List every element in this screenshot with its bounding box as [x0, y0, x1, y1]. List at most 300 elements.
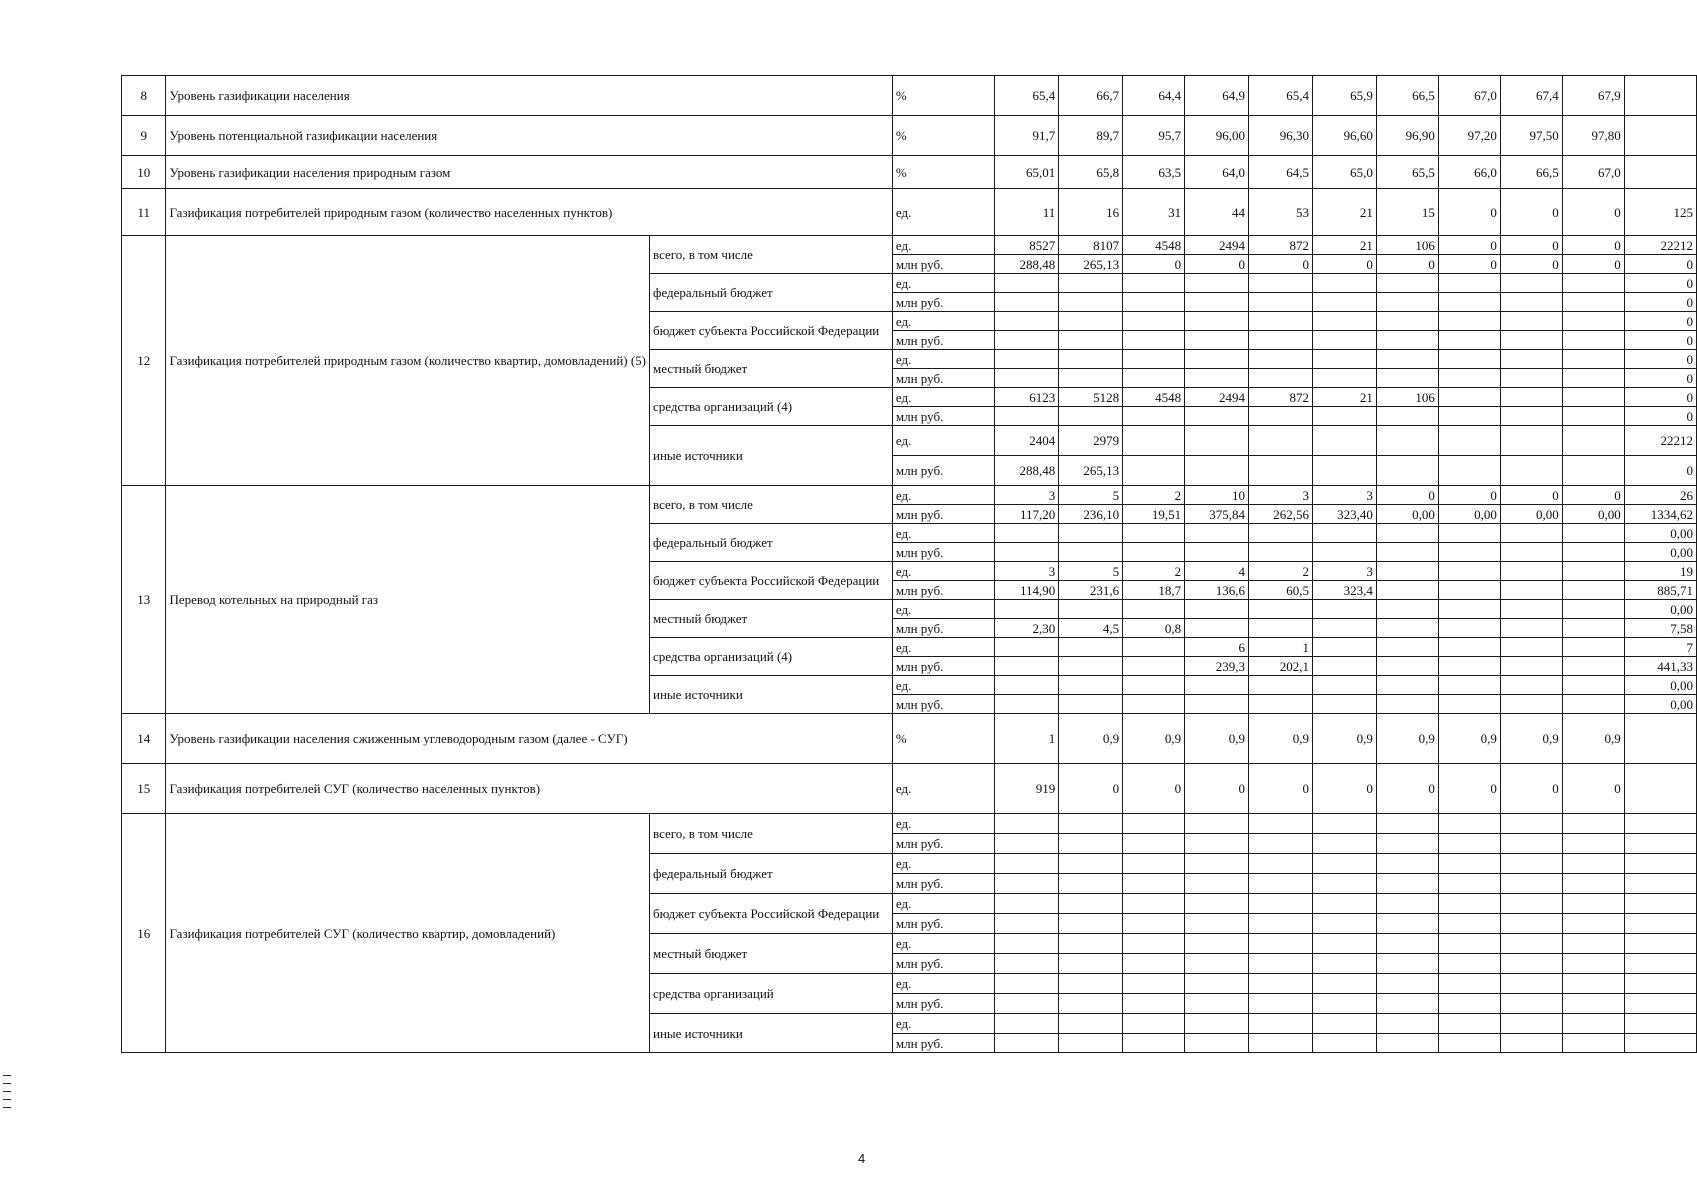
value-cell: 0,8	[1123, 619, 1185, 638]
value-cell	[1123, 974, 1185, 994]
value-cell	[1185, 676, 1249, 695]
table-row	[122, 486, 1697, 505]
funding-source: иные источники	[650, 676, 893, 714]
margin-mark	[3, 1091, 11, 1092]
value-cell	[1624, 914, 1696, 934]
value-cell	[1376, 426, 1438, 456]
unit-cell: млн руб.	[892, 619, 994, 638]
value-cell: 0,00	[1624, 676, 1696, 695]
value-cell: 18,7	[1123, 581, 1185, 600]
value-cell	[1249, 894, 1313, 914]
indicator-name: Уровень потенциальной газификации населения	[166, 116, 892, 156]
value-cell	[1185, 543, 1249, 562]
margin-mark	[3, 1099, 11, 1100]
value-cell	[1562, 874, 1624, 894]
value-cell	[1562, 543, 1624, 562]
value-cell	[1376, 814, 1438, 834]
unit-cell: млн руб.	[892, 695, 994, 714]
value-cell: 0	[1624, 274, 1696, 293]
value-cell: 89,7	[1059, 116, 1123, 156]
value-cell	[1059, 1034, 1123, 1053]
value-cell	[1438, 638, 1500, 657]
funding-source: федеральный бюджет	[650, 854, 893, 894]
value-cell	[1123, 695, 1185, 714]
value-cell: 97,80	[1562, 116, 1624, 156]
value-cell	[1249, 1014, 1313, 1034]
value-cell	[1376, 562, 1438, 581]
value-cell: 0,9	[1562, 714, 1624, 764]
value-cell	[1562, 657, 1624, 676]
gasification-indicators-table	[121, 75, 1697, 1053]
value-cell: 0	[1500, 764, 1562, 814]
value-cell	[1500, 369, 1562, 388]
value-cell	[1438, 1034, 1500, 1053]
value-cell: 1334,62	[1624, 505, 1696, 524]
value-cell	[1562, 638, 1624, 657]
value-cell	[1376, 1034, 1438, 1053]
value-cell: 0	[1059, 764, 1123, 814]
value-cell	[1123, 914, 1185, 934]
value-cell: 0	[1500, 189, 1562, 236]
value-cell	[1500, 638, 1562, 657]
value-cell	[1312, 874, 1376, 894]
value-cell: 919	[995, 764, 1059, 814]
value-cell	[1123, 994, 1185, 1014]
value-cell	[1312, 369, 1376, 388]
value-cell: 0	[1624, 293, 1696, 312]
value-cell	[1123, 426, 1185, 456]
value-cell	[1312, 834, 1376, 854]
value-cell	[1185, 994, 1249, 1014]
value-cell: 0	[1500, 236, 1562, 255]
value-cell: 7	[1624, 638, 1696, 657]
funding-source: бюджет субъекта Российской Федерации	[650, 562, 893, 600]
value-cell	[1185, 874, 1249, 894]
value-cell	[1500, 456, 1562, 486]
value-cell	[1123, 331, 1185, 350]
value-cell	[1249, 456, 1313, 486]
value-cell	[1123, 854, 1185, 874]
value-cell: 65,5	[1376, 156, 1438, 189]
value-cell	[995, 934, 1059, 954]
value-cell	[1500, 834, 1562, 854]
value-cell	[1249, 293, 1313, 312]
unit-cell: %	[892, 76, 994, 116]
value-cell	[1376, 954, 1438, 974]
value-cell: 64,5	[1249, 156, 1313, 189]
funding-source: средства организаций (4)	[650, 638, 893, 676]
value-cell: 0	[1562, 255, 1624, 274]
value-cell	[1438, 407, 1500, 426]
value-cell: 64,9	[1185, 76, 1249, 116]
value-cell	[995, 834, 1059, 854]
value-cell	[1562, 562, 1624, 581]
value-cell: 0,00	[1376, 505, 1438, 524]
value-cell: 66,0	[1438, 156, 1500, 189]
funding-source: местный бюджет	[650, 600, 893, 638]
value-cell	[1500, 426, 1562, 456]
value-cell	[1312, 1034, 1376, 1053]
value-cell	[1185, 1014, 1249, 1034]
value-cell	[1312, 619, 1376, 638]
value-cell: 288,48	[995, 255, 1059, 274]
indicator-name: Газификация потребителей природным газом (количество квартир, домовладений) (5)	[166, 236, 650, 486]
value-cell: 0	[1438, 189, 1500, 236]
unit-cell: ед.	[892, 600, 994, 619]
value-cell	[1624, 994, 1696, 1014]
value-cell: 4548	[1123, 236, 1185, 255]
value-cell: 0	[1249, 764, 1313, 814]
value-cell	[1059, 934, 1123, 954]
unit-cell: млн руб.	[892, 255, 994, 274]
funding-source: всего, в том числе	[650, 814, 893, 854]
value-cell	[1376, 524, 1438, 543]
unit-cell: ед.	[892, 934, 994, 954]
value-cell: 21	[1312, 189, 1376, 236]
value-cell	[1059, 676, 1123, 695]
unit-cell: млн руб.	[892, 581, 994, 600]
value-cell: 97,20	[1438, 116, 1500, 156]
value-cell	[1624, 156, 1696, 189]
unit-cell: млн руб.	[892, 331, 994, 350]
unit-cell: млн руб.	[892, 407, 994, 426]
value-cell: 0	[1562, 486, 1624, 505]
value-cell	[1312, 331, 1376, 350]
value-cell: 0	[1624, 388, 1696, 407]
value-cell	[1562, 619, 1624, 638]
unit-cell: ед.	[892, 312, 994, 331]
unit-cell: ед.	[892, 1014, 994, 1034]
unit-cell: млн руб.	[892, 1034, 994, 1053]
table-row	[122, 714, 1697, 764]
value-cell	[1123, 814, 1185, 834]
value-cell: 65,8	[1059, 156, 1123, 189]
page-number: 4	[858, 1151, 866, 1166]
value-cell: 0	[1249, 255, 1313, 274]
value-cell	[1185, 954, 1249, 974]
value-cell	[1312, 914, 1376, 934]
value-cell: 0	[1624, 331, 1696, 350]
value-cell: 6123	[995, 388, 1059, 407]
value-cell: 3	[1249, 486, 1313, 505]
unit-cell: млн руб.	[892, 657, 994, 676]
value-cell	[1249, 600, 1313, 619]
unit-cell: ед.	[892, 388, 994, 407]
value-cell	[1059, 894, 1123, 914]
value-cell: 0,9	[1500, 714, 1562, 764]
value-cell	[1059, 350, 1123, 369]
value-cell: 0	[1624, 407, 1696, 426]
value-cell	[1500, 274, 1562, 293]
value-cell: 0	[1624, 312, 1696, 331]
value-cell	[1562, 676, 1624, 695]
value-cell: 262,56	[1249, 505, 1313, 524]
value-cell	[1376, 293, 1438, 312]
value-cell: 0	[1500, 255, 1562, 274]
value-cell: 31	[1123, 189, 1185, 236]
value-cell	[1123, 874, 1185, 894]
value-cell	[1500, 619, 1562, 638]
value-cell: 44	[1185, 189, 1249, 236]
value-cell: 885,71	[1624, 581, 1696, 600]
value-cell	[1500, 600, 1562, 619]
value-cell: 0	[1624, 255, 1696, 274]
indicator-name: Уровень газификации населения природным газом	[166, 156, 892, 189]
value-cell	[1438, 657, 1500, 676]
value-cell: 0,00	[1624, 600, 1696, 619]
value-cell: 5	[1059, 486, 1123, 505]
value-cell	[1059, 874, 1123, 894]
value-cell	[1185, 350, 1249, 369]
value-cell	[1562, 293, 1624, 312]
value-cell	[1438, 331, 1500, 350]
value-cell: 66,5	[1500, 156, 1562, 189]
value-cell	[1376, 369, 1438, 388]
value-cell	[1562, 426, 1624, 456]
value-cell	[1059, 312, 1123, 331]
value-cell	[1249, 914, 1313, 934]
value-cell	[1123, 657, 1185, 676]
value-cell	[1438, 914, 1500, 934]
value-cell: 231,6	[1059, 581, 1123, 600]
funding-source: иные источники	[650, 426, 893, 486]
value-cell	[1312, 974, 1376, 994]
value-cell	[1438, 293, 1500, 312]
value-cell: 22212	[1624, 426, 1696, 456]
value-cell: 323,40	[1312, 505, 1376, 524]
value-cell	[995, 524, 1059, 543]
value-cell	[1185, 814, 1249, 834]
value-cell	[1312, 524, 1376, 543]
value-cell: 0,9	[1185, 714, 1249, 764]
value-cell	[1500, 331, 1562, 350]
unit-cell: ед.	[892, 764, 994, 814]
value-cell	[1562, 914, 1624, 934]
unit-cell: ед.	[892, 676, 994, 695]
value-cell	[1312, 293, 1376, 312]
value-cell: 65,4	[995, 76, 1059, 116]
funding-source: всего, в том числе	[650, 486, 893, 524]
value-cell: 95,7	[1123, 116, 1185, 156]
value-cell	[1500, 974, 1562, 994]
value-cell: 4,5	[1059, 619, 1123, 638]
value-cell: 22212	[1624, 236, 1696, 255]
value-cell	[1059, 407, 1123, 426]
value-cell	[1438, 834, 1500, 854]
unit-cell: млн руб.	[892, 369, 994, 388]
value-cell	[1376, 350, 1438, 369]
value-cell	[1249, 974, 1313, 994]
value-cell	[1185, 600, 1249, 619]
value-cell: 0	[1123, 255, 1185, 274]
value-cell: 26	[1624, 486, 1696, 505]
value-cell: 7,58	[1624, 619, 1696, 638]
value-cell	[1059, 914, 1123, 934]
value-cell	[1249, 676, 1313, 695]
value-cell	[1312, 600, 1376, 619]
value-cell	[1059, 854, 1123, 874]
value-cell	[1376, 407, 1438, 426]
value-cell	[1123, 369, 1185, 388]
value-cell	[1438, 562, 1500, 581]
value-cell	[1438, 524, 1500, 543]
value-cell	[1500, 524, 1562, 543]
value-cell: 0	[1376, 764, 1438, 814]
value-cell: 16	[1059, 189, 1123, 236]
value-cell	[1500, 676, 1562, 695]
value-cell	[1123, 954, 1185, 974]
value-cell	[1249, 350, 1313, 369]
value-cell: 1	[995, 714, 1059, 764]
value-cell	[1562, 934, 1624, 954]
value-cell: 872	[1249, 236, 1313, 255]
value-cell	[1059, 600, 1123, 619]
value-cell	[1312, 894, 1376, 914]
value-cell	[995, 293, 1059, 312]
value-cell: 2	[1123, 562, 1185, 581]
value-cell	[995, 1014, 1059, 1034]
value-cell	[1500, 954, 1562, 974]
value-cell	[1438, 426, 1500, 456]
value-cell	[1624, 814, 1696, 834]
row-number: 10	[122, 156, 166, 189]
value-cell	[1059, 331, 1123, 350]
value-cell: 21	[1312, 388, 1376, 407]
value-cell	[1059, 814, 1123, 834]
value-cell: 4548	[1123, 388, 1185, 407]
value-cell	[1059, 954, 1123, 974]
value-cell: 0	[1500, 486, 1562, 505]
value-cell	[1123, 934, 1185, 954]
value-cell: 3	[995, 562, 1059, 581]
funding-source: бюджет субъекта Российской Федерации	[650, 894, 893, 934]
value-cell	[1376, 312, 1438, 331]
value-cell	[1249, 331, 1313, 350]
value-cell: 0	[1438, 255, 1500, 274]
value-cell: 0	[1438, 236, 1500, 255]
value-cell	[1438, 600, 1500, 619]
value-cell	[995, 854, 1059, 874]
value-cell: 11	[995, 189, 1059, 236]
value-cell	[1249, 407, 1313, 426]
value-cell	[1438, 274, 1500, 293]
value-cell: 0,00	[1500, 505, 1562, 524]
value-cell	[1624, 764, 1696, 814]
value-cell: 2979	[1059, 426, 1123, 456]
value-cell	[995, 312, 1059, 331]
value-cell	[1312, 312, 1376, 331]
value-cell	[1500, 407, 1562, 426]
value-cell: 3	[1312, 486, 1376, 505]
value-cell: 2494	[1185, 236, 1249, 255]
value-cell	[1376, 1014, 1438, 1034]
table-row	[122, 236, 1697, 255]
value-cell	[1624, 974, 1696, 994]
value-cell: 2404	[995, 426, 1059, 456]
value-cell	[1312, 1014, 1376, 1034]
value-cell	[995, 1034, 1059, 1053]
value-cell: 67,0	[1438, 76, 1500, 116]
row-number: 11	[122, 189, 166, 236]
value-cell: 441,33	[1624, 657, 1696, 676]
value-cell	[1376, 657, 1438, 676]
value-cell	[1500, 293, 1562, 312]
value-cell	[1185, 695, 1249, 714]
value-cell	[1624, 116, 1696, 156]
value-cell: 0	[1438, 764, 1500, 814]
value-cell	[1562, 331, 1624, 350]
value-cell	[1123, 274, 1185, 293]
unit-cell: ед.	[892, 426, 994, 456]
value-cell	[1624, 76, 1696, 116]
value-cell: 106	[1376, 236, 1438, 255]
value-cell	[1059, 657, 1123, 676]
value-cell	[1624, 934, 1696, 954]
row-number: 12	[122, 236, 166, 486]
value-cell	[1500, 312, 1562, 331]
unit-cell: %	[892, 156, 994, 189]
value-cell	[1249, 994, 1313, 1014]
value-cell	[1500, 854, 1562, 874]
value-cell	[1123, 456, 1185, 486]
value-cell	[1500, 994, 1562, 1014]
value-cell	[1185, 293, 1249, 312]
value-cell	[1312, 954, 1376, 974]
value-cell	[1185, 1034, 1249, 1053]
value-cell	[1059, 274, 1123, 293]
table-row	[122, 189, 1697, 236]
value-cell	[1438, 894, 1500, 914]
value-cell: 125	[1624, 189, 1696, 236]
value-cell	[1562, 954, 1624, 974]
value-cell	[995, 331, 1059, 350]
value-cell	[1438, 388, 1500, 407]
value-cell: 1	[1249, 638, 1313, 657]
value-cell	[1562, 581, 1624, 600]
value-cell: 0,9	[1123, 714, 1185, 764]
value-cell	[1438, 581, 1500, 600]
value-cell	[1312, 934, 1376, 954]
value-cell: 114,90	[995, 581, 1059, 600]
value-cell	[1562, 695, 1624, 714]
indicator-name: Перевод котельных на природный газ	[166, 486, 650, 714]
value-cell	[1123, 834, 1185, 854]
value-cell	[1249, 274, 1313, 293]
funding-source: иные источники	[650, 1014, 893, 1053]
value-cell: 66,5	[1376, 76, 1438, 116]
value-cell	[1312, 456, 1376, 486]
value-cell	[995, 543, 1059, 562]
value-cell	[1562, 974, 1624, 994]
indicator-name: Газификация потребителей СУГ (количество населенных пунктов)	[166, 764, 892, 814]
value-cell	[1500, 874, 1562, 894]
row-number: 14	[122, 714, 166, 764]
funding-source: бюджет субъекта Российской Федерации	[650, 312, 893, 350]
value-cell	[1438, 543, 1500, 562]
value-cell	[1185, 894, 1249, 914]
value-cell	[1312, 407, 1376, 426]
value-cell	[1185, 369, 1249, 388]
value-cell	[1562, 274, 1624, 293]
unit-cell: ед.	[892, 638, 994, 657]
unit-cell: млн руб.	[892, 834, 994, 854]
value-cell	[1249, 854, 1313, 874]
value-cell	[1624, 874, 1696, 894]
value-cell	[1123, 676, 1185, 695]
value-cell: 67,9	[1562, 76, 1624, 116]
value-cell	[1312, 657, 1376, 676]
value-cell	[1312, 426, 1376, 456]
